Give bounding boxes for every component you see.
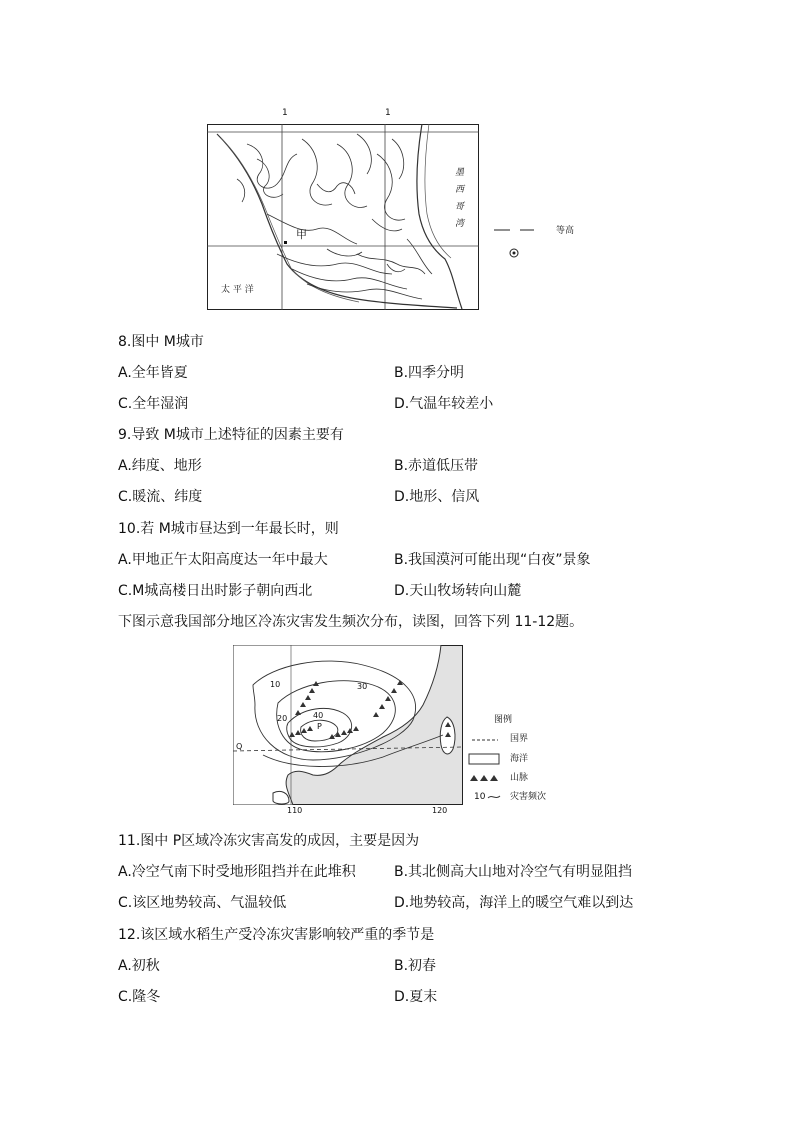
border-legend-swatch bbox=[470, 736, 500, 744]
option-b: B.初春 bbox=[394, 958, 437, 974]
contour-label-30: 30 bbox=[357, 682, 368, 691]
question-stem: 11.图中 P区域冷冻灾害高发的成因，主要是因为 bbox=[118, 833, 420, 849]
option-d: D.天山牧场转向山麓 bbox=[394, 583, 522, 599]
legend-title: 图例 bbox=[494, 715, 513, 725]
map1-label-gulf: 墨 西 哥 湾 bbox=[455, 168, 465, 229]
option-c: C.M城高楼日出时影子朝向西北 bbox=[118, 583, 313, 599]
legend-item-mountain: 山脉 bbox=[510, 773, 529, 783]
contour-label-20: 20 bbox=[277, 714, 288, 723]
option-a: A.冷空气南下时受地形阻挡并在此堆积 bbox=[118, 864, 356, 880]
map2-label-q: Q bbox=[236, 742, 243, 751]
option-b: B.四季分明 bbox=[394, 365, 465, 381]
map1-legend-line bbox=[492, 224, 542, 236]
option-b: B.其北侧高大山地对冷空气有明显阻挡 bbox=[394, 864, 633, 880]
x-tick-110: 110 bbox=[287, 806, 303, 815]
legend-item-ocean: 海洋 bbox=[510, 754, 529, 764]
legend-contour-value: 10 bbox=[474, 792, 486, 802]
option-c: C.隆冬 bbox=[118, 989, 161, 1005]
question-stem: 8.图中 M城市 bbox=[118, 334, 204, 350]
contour-legend-swatch bbox=[487, 792, 501, 802]
option-d: D.地势较高，海洋上的暖空气难以到达 bbox=[394, 895, 634, 911]
x-tick-120: 120 bbox=[432, 806, 448, 815]
contour-label-10: 10 bbox=[270, 680, 281, 689]
option-d: D.夏末 bbox=[394, 989, 438, 1005]
map1-tick-label-2: 1 bbox=[385, 108, 391, 118]
contour-label-40: 40 bbox=[313, 711, 324, 720]
option-c: C.暖流、纬度 bbox=[118, 489, 203, 505]
question-stem: 10.若 M城市昼达到一年最长时，则 bbox=[118, 521, 339, 537]
map2-figure bbox=[233, 645, 463, 805]
option-a: A.纬度、地形 bbox=[118, 458, 202, 474]
map1-label-pacific: 太 平 洋 bbox=[221, 285, 254, 295]
ocean-legend-swatch bbox=[468, 753, 500, 765]
option-c: C.该区地势较高、气温较低 bbox=[118, 895, 287, 911]
city-symbol-icon bbox=[508, 247, 520, 259]
intro-paragraph: 下图示意我国部分地区冷冻灾害发生频次分布，读图，回答下列 11-12题。 bbox=[118, 614, 584, 630]
mountain-icon bbox=[468, 773, 500, 783]
legend-item-frequency: 灾害频次 bbox=[510, 792, 547, 802]
option-b: B.我国漠河可能出现“白夜”景象 bbox=[394, 552, 591, 568]
legend-item-border: 国界 bbox=[510, 734, 529, 744]
option-d: D.地形、信风 bbox=[394, 489, 480, 505]
option-c: C.全年湿润 bbox=[118, 396, 189, 412]
option-d: D.气温年较差小 bbox=[394, 396, 494, 412]
question-stem: 9.导致 M城市上述特征的因素主要有 bbox=[118, 427, 344, 443]
option-b: B.赤道低压带 bbox=[394, 458, 479, 474]
option-a: A.全年皆夏 bbox=[118, 365, 188, 381]
option-a: A.初秋 bbox=[118, 958, 160, 974]
option-a: A.甲地正午太阳高度达一年中最大 bbox=[118, 552, 328, 568]
map1-legend-label: 等高 bbox=[556, 226, 575, 236]
map2-label-p: P bbox=[317, 722, 322, 731]
map1-label-jia: 甲 bbox=[296, 228, 307, 241]
question-stem: 12.该区域水稻生产受冷冻灾害影响较严重的季节是 bbox=[118, 927, 435, 943]
map1-tick-label-1: 1 bbox=[282, 108, 288, 118]
